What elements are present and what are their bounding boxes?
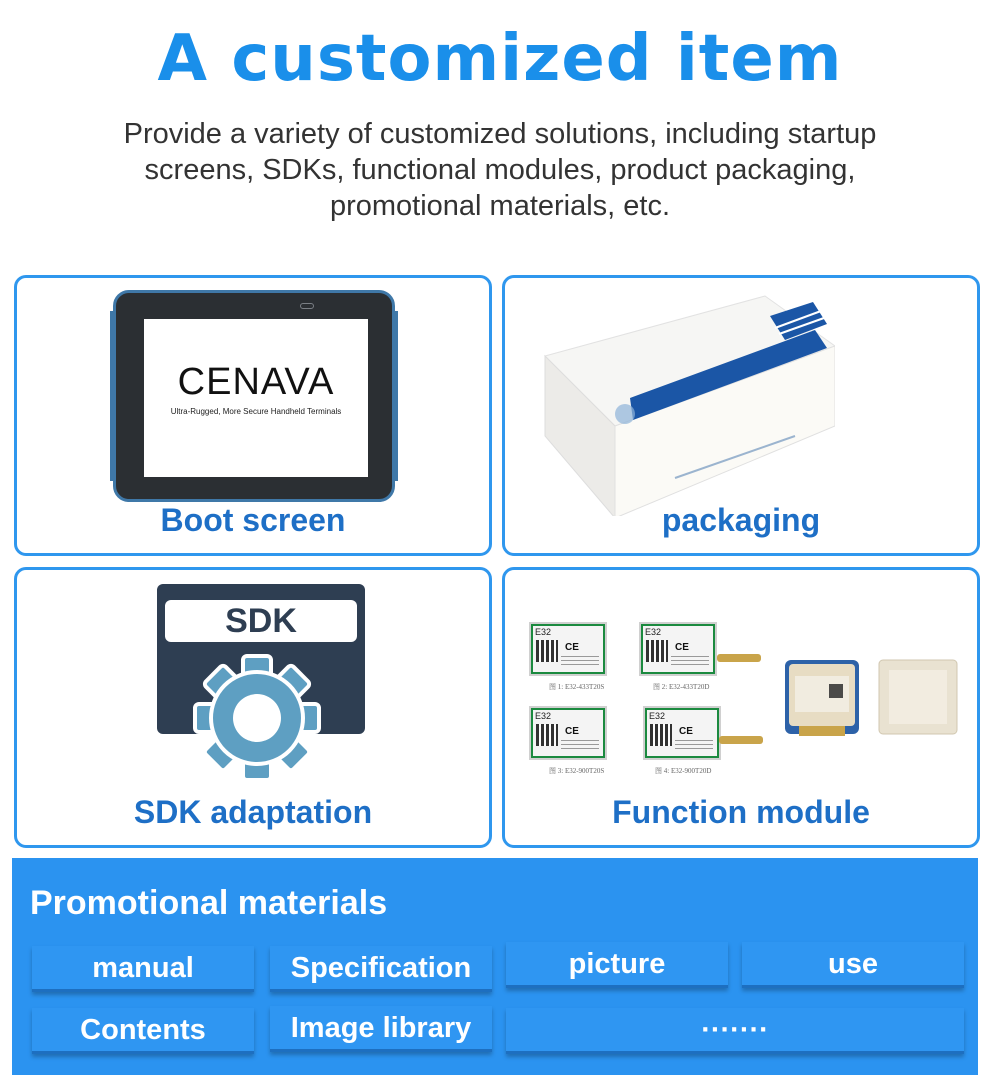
qr-code-icon (650, 724, 672, 746)
promo-title: Promotional materials (30, 884, 388, 922)
module-e32-433t20s: E32 CE (529, 622, 607, 676)
subtitle-line: Provide a variety of customized solutions, including startup (123, 118, 877, 150)
packaging-card (502, 275, 980, 556)
promo-item-image-library: Image library (270, 1006, 492, 1052)
brand-tagline: Ultra-Rugged, More Secure Handheld Terminals (170, 407, 342, 416)
module-caption: 图 3: E32-900T20S (549, 767, 605, 775)
page-title: A customized item (157, 22, 843, 96)
sdk-card (14, 567, 492, 848)
subtitle-line: screens, SDKs, functional modules, product packaging, (144, 154, 856, 186)
promo-item-more: ······· (506, 1008, 964, 1054)
boot-screen-card (14, 275, 492, 556)
subtitle-line: promotional materials, etc. (329, 190, 671, 222)
promo-item-manual: manual (32, 946, 254, 992)
function-module-label: Function module (612, 794, 870, 830)
promo-item-specification: Specification (270, 946, 492, 992)
qr-code-icon (646, 640, 668, 662)
qr-code-icon (536, 724, 558, 746)
product-box-image (535, 286, 835, 516)
antenna-connector (717, 654, 761, 662)
packaging-label: packaging (661, 502, 821, 538)
promo-item-picture: picture (506, 942, 728, 988)
gear-icon (187, 648, 327, 788)
module-e32-900t20s: E32 CE (529, 706, 607, 760)
sdk-label: SDK adaptation (133, 794, 373, 830)
page-subtitle (80, 116, 920, 224)
module-caption: 图 4: E32-900T20D (655, 767, 712, 775)
module-caption: 图 2: E32-433T20D (653, 683, 710, 691)
boot-screen-label: Boot screen (160, 502, 346, 538)
gps-antenna-modules-image (783, 656, 963, 740)
rugged-tablet-image (113, 290, 395, 502)
sdk-panel-text: SDK (165, 600, 357, 642)
promotional-materials-section (12, 858, 978, 1075)
module-e32-433t20d: E32 CE (639, 622, 717, 676)
nfc-icon (300, 303, 314, 309)
function-module-card (502, 567, 980, 848)
qr-code-icon (536, 640, 558, 662)
tablet-screen (144, 319, 368, 477)
promo-item-contents: Contents (32, 1008, 254, 1054)
promo-item-use: use (742, 942, 964, 988)
brand-logo-text: CENAVA (177, 361, 335, 403)
antenna-connector (719, 736, 763, 744)
module-caption: 图 1: E32-433T20S (549, 683, 605, 691)
module-e32-900t20d: E32 CE (643, 706, 721, 760)
